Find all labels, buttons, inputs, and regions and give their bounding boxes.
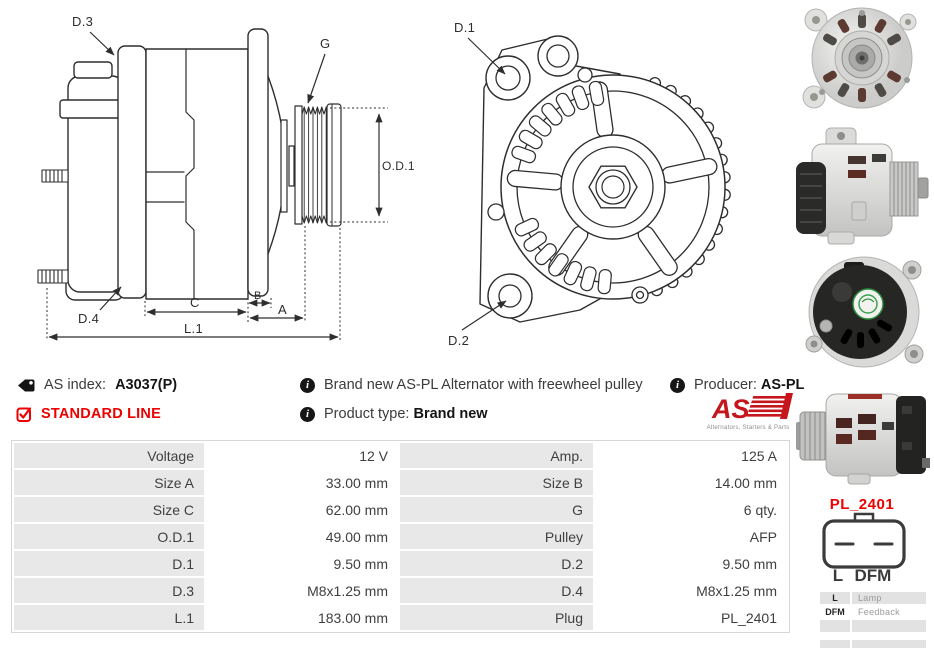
product-photo-side-left[interactable] (792, 382, 932, 486)
legend-desc: Feedback (858, 607, 900, 617)
legend-pin: DFM (825, 607, 845, 617)
spec-label-cell: Pulley (400, 524, 593, 549)
spec-label-cell: D.1 (14, 551, 204, 576)
legend-pin (820, 620, 850, 632)
legend-row (820, 606, 926, 618)
spec-label-cell: Voltage (14, 443, 204, 468)
as-index-row (16, 377, 177, 393)
table-row (14, 497, 787, 522)
spec-label-cell: D.3 (14, 578, 204, 603)
as-index-value: A3037(P) (115, 377, 178, 393)
plug-code: PL_2401 (829, 496, 895, 513)
dim-label-a: A (278, 302, 287, 317)
info-icon (670, 378, 685, 393)
dim-label-l1: L.1 (184, 321, 203, 336)
spec-value-cell: 183.00 mm (206, 605, 398, 630)
spec-label-cell: D.4 (400, 578, 593, 603)
spec-label-cell: Size C (14, 497, 204, 522)
dim-label-d1: D.1 (454, 20, 476, 35)
dim-label-od1: O.D.1 (382, 159, 415, 173)
front-view-diagram (418, 4, 786, 356)
spec-label-cell: Size B (400, 470, 593, 495)
spec-label-cell: Plug (400, 605, 593, 630)
spec-value-cell: 9.50 mm (595, 551, 787, 576)
spec-value-cell: 9.50 mm (206, 551, 398, 576)
dim-label-b: B (254, 290, 262, 302)
table-row (14, 578, 787, 603)
spec-value-cell: 12 V (206, 443, 398, 468)
description-row (300, 377, 643, 393)
product-photo-column (792, 0, 932, 486)
spec-value-cell: AFP (595, 524, 787, 549)
table-row (14, 605, 787, 630)
alternator-side-outline (38, 29, 341, 300)
spec-value-cell: 125 A (595, 443, 787, 468)
plug-pins-label: L DFM (832, 566, 892, 585)
product-photo-front[interactable] (792, 0, 932, 116)
spec-label-cell: G (400, 497, 593, 522)
product-photo-rear[interactable] (792, 252, 932, 378)
logo-text: AS (712, 394, 750, 424)
legend-desc (852, 620, 926, 632)
spec-value-cell: 6 qty. (595, 497, 787, 522)
spec-value-cell: 49.00 mm (206, 524, 398, 549)
legend-pin (820, 640, 850, 648)
legend-row (820, 640, 926, 648)
spec-value-cell: M8x1.25 mm (206, 578, 398, 603)
spec-label-cell: Size A (14, 470, 204, 495)
plug-legend (820, 592, 926, 648)
spec-label-cell: D.2 (400, 551, 593, 576)
standard-line-row (16, 406, 161, 422)
info-icon (300, 378, 315, 393)
product-photo-side-right[interactable] (792, 118, 932, 248)
side-view-diagram (26, 4, 418, 356)
producer-value: AS-PL (760, 377, 805, 393)
description-text: Brand new AS-PL Alternator with freewheel pulley (324, 377, 643, 393)
table-row (14, 443, 787, 468)
table-row (14, 551, 787, 576)
dim-label-c: C (190, 295, 200, 310)
dim-label-d3: D.3 (72, 14, 94, 29)
spec-value-cell: 62.00 mm (206, 497, 398, 522)
dim-label-d4: D.4 (78, 311, 100, 326)
spec-value-cell: 33.00 mm (206, 470, 398, 495)
checkbox-checked-icon (16, 406, 32, 422)
spec-label-cell: Amp. (400, 443, 593, 468)
as-index-label: AS index: (44, 377, 107, 393)
standard-line-badge: STANDARD LINE (41, 406, 161, 422)
producer-label: Producer: (694, 377, 757, 393)
legend-desc (852, 640, 926, 648)
as-pl-logo (698, 391, 794, 433)
info-icon (300, 407, 315, 422)
spec-table (12, 441, 789, 632)
plug-drawing (792, 512, 932, 570)
tag-icon (16, 378, 35, 393)
legend-row (820, 620, 926, 632)
dim-label-d2: D.2 (448, 333, 470, 348)
table-row (14, 524, 787, 549)
spec-label-cell: O.D.1 (14, 524, 204, 549)
spec-value-cell: 14.00 mm (595, 470, 787, 495)
logo-tagline: Alternators, Starters & Parts (706, 424, 790, 431)
legend-row (820, 592, 926, 604)
dim-label-g: G (320, 36, 331, 51)
spec-label-cell: L.1 (14, 605, 204, 630)
product-type-value: Brand new (413, 406, 488, 422)
legend-desc: Lamp (852, 592, 926, 604)
spec-value-cell: M8x1.25 mm (595, 578, 787, 603)
legend-pin: L (820, 592, 850, 604)
product-type-label: Product type: (324, 406, 410, 422)
spec-value-cell: PL_2401 (595, 605, 787, 630)
table-row (14, 470, 787, 495)
product-type-row (300, 406, 488, 422)
